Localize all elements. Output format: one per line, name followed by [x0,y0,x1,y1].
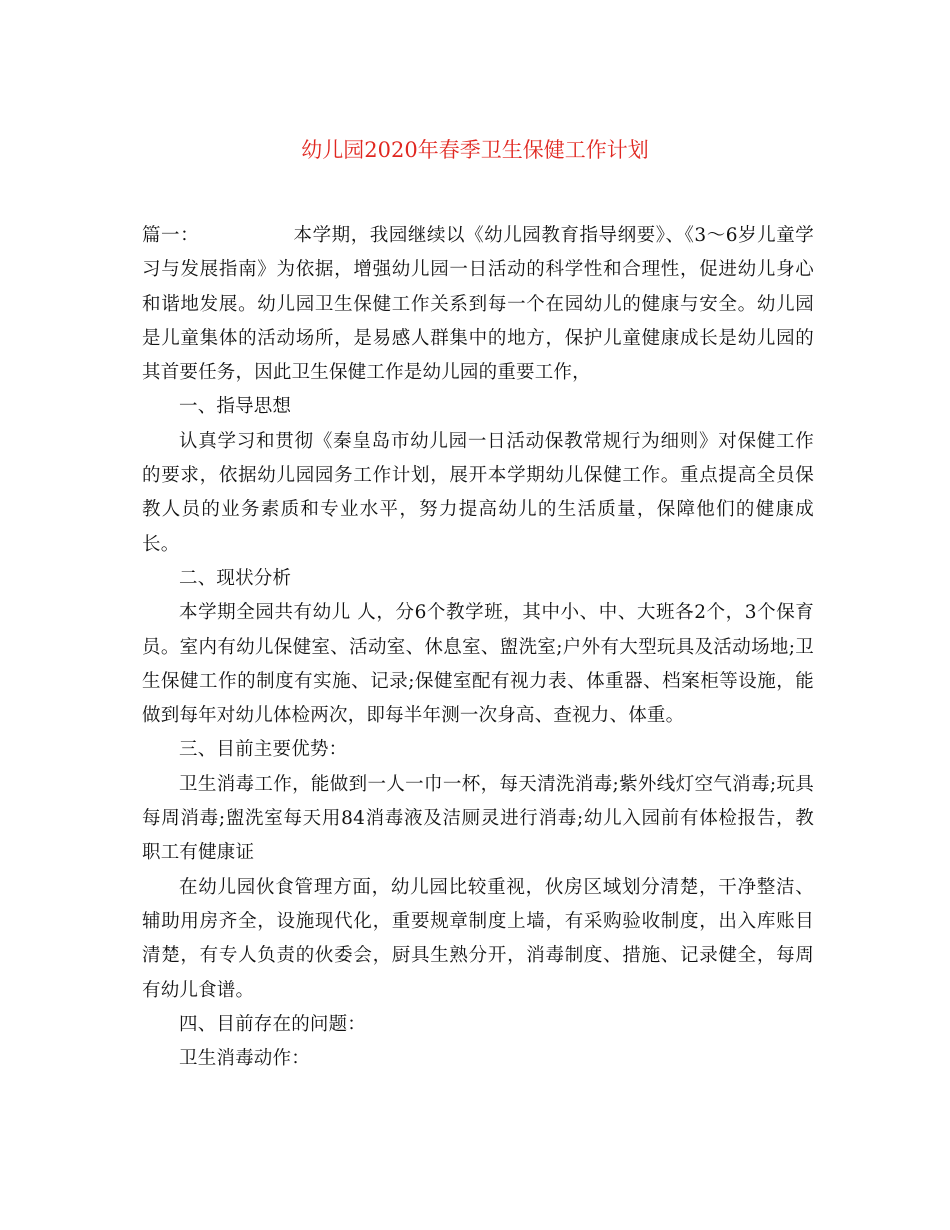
status-analysis-paragraph: 本学期全园共有幼儿 人，分6个教学班，其中小、中、大班各2个，3个保育员。室内有幼儿保健室、活动室、休息室、盥洗室;户外有大型玩具及活动场地;卫生保健工作的制度有实施、记录;保健室配有视力表、体重器、档案柜等设施，能做到每年对幼儿体检两次，即每半年测一次身高、查视力、体重。 [142,602,814,727]
document-title: 幼儿园2020年春季卫生保健工作计划 [301,138,649,162]
section-heading-2: 二、现状分析 [179,567,292,589]
catering-paragraph: 在幼儿园伙食管理方面，幼儿园比较重视，伙房区域划分清楚，干净整洁、辅助用房齐全，设施现代化，重要规章制度上墙，有采购验收制度，出入库账目清楚，有专人负责的伙委会，厨具生熟分开，消毒制度、措施、记录健全，每周有幼儿食谱。 [142,876,814,1001]
section-heading-3: 三、目前主要优势： [179,739,348,761]
intro-text: 本学期，我园继续以《幼儿园教育指导纲要》、《3～6岁儿童学习与发展指南》为依据，增强幼儿园一日活动的科学性和合理性，促进幼儿身心和谐地发展。幼儿园卫生保健工作关系到每一个在园幼儿的健康与安全。幼儿园是儿童集体的活动场所，是易感人群集中的地方，保护儿童健康成长是幼儿园的其首要任务，因此卫生保健工作是幼儿园的重要工作， [142,225,814,384]
section-heading-4: 四、目前存在的问题： [179,1013,367,1035]
document-body [142,219,814,1076]
guiding-thought-paragraph: 认真学习和贯彻《秦皇岛市幼儿园一日活动保教常规行为细则》对保健工作的要求，依据幼儿园园务工作计划，展开本学期幼儿保健工作。重点提高全员保教人员的业务素质和专业水平，努力提高幼儿的生活质量，保障他们的健康成长。 [142,430,814,555]
article-label: 篇一： [142,225,200,246]
problem-subheading: 卫生消毒动作： [179,1048,310,1070]
intro-paragraph [142,219,814,390]
section-heading-1: 一、指导思想 [179,396,292,418]
disinfection-paragraph: 卫生消毒工作，能做到一人一巾一杯，每天清洗消毒;紫外线灯空气消毒;玩具每周消毒;盥洗室每天用84消毒液及洁厕灵进行消毒;幼儿入园前有体检报告，教职工有健康证 [142,773,814,864]
